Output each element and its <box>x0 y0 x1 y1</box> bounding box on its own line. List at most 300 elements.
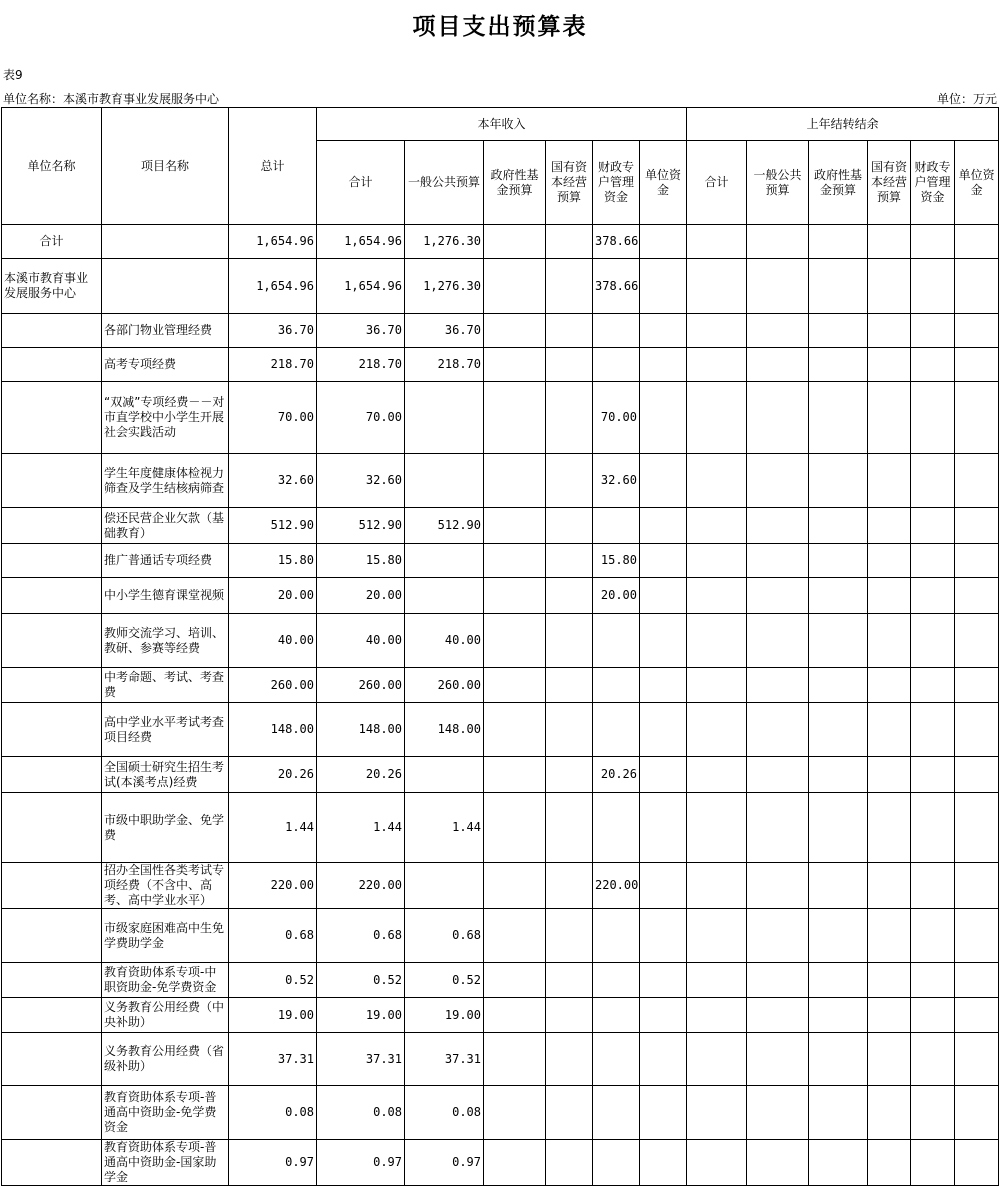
table-row <box>2 508 999 544</box>
cell-prior-empty <box>911 703 955 757</box>
cell-unit-name <box>2 578 102 614</box>
cell-cur-total: 512.90 <box>317 508 405 544</box>
cell-cur-total: 15.80 <box>317 544 405 578</box>
cell-gov-fund <box>484 614 546 668</box>
cell-prior-empty <box>955 259 999 314</box>
table-row <box>2 578 999 614</box>
cell-prior-empty <box>911 909 955 963</box>
cell-fiscal-special <box>593 508 640 544</box>
cell-prior-empty <box>868 382 911 454</box>
cell-unit-name <box>2 668 102 703</box>
cell-prior-empty <box>809 1140 868 1186</box>
cell-unit-funds <box>640 508 687 544</box>
cell-cur-total: 218.70 <box>317 348 405 382</box>
cell-unit-name <box>2 1140 102 1186</box>
cell-prior-empty <box>687 259 747 314</box>
cell-fiscal-special: 32.60 <box>593 454 640 508</box>
table-row <box>2 668 999 703</box>
cell-prior-empty <box>911 1140 955 1186</box>
cell-project-name: 偿还民营企业欠款（基础教育） <box>102 508 229 544</box>
cell-general: 512.90 <box>405 508 484 544</box>
cell-prior-empty <box>809 348 868 382</box>
cell-unit-name <box>2 963 102 998</box>
cell-project-name: 全国硕士研究生招生考试(本溪考点)经费 <box>102 757 229 793</box>
cell-total: 1,654.96 <box>229 259 317 314</box>
cell-unit-name <box>2 998 102 1033</box>
cell-unit-funds <box>640 454 687 508</box>
cell-cur-total: 1.44 <box>317 793 405 863</box>
cell-cur-total: 0.52 <box>317 963 405 998</box>
cell-prior-empty <box>868 1033 911 1086</box>
cell-prior-empty <box>747 703 809 757</box>
table-row <box>2 909 999 963</box>
cell-prior-empty <box>911 578 955 614</box>
cell-fiscal-special: 20.00 <box>593 578 640 614</box>
cell-unit-name: 本溪市教育事业发展服务中心 <box>2 259 102 314</box>
cell-total: 70.00 <box>229 382 317 454</box>
cell-prior-empty <box>809 314 868 348</box>
cell-unit-funds <box>640 863 687 909</box>
cell-unit-name <box>2 757 102 793</box>
cell-general: 0.52 <box>405 963 484 998</box>
cell-prior-empty <box>911 225 955 259</box>
cell-prior-empty <box>687 793 747 863</box>
cell-project-name: 学生年度健康体检视力筛查及学生结核病筛查 <box>102 454 229 508</box>
cell-total: 20.00 <box>229 578 317 614</box>
cell-prior-empty <box>868 544 911 578</box>
cell-prior-empty <box>868 1140 911 1186</box>
cell-general <box>405 863 484 909</box>
cell-prior-empty <box>868 757 911 793</box>
cell-prior-empty <box>747 668 809 703</box>
header-current-income: 本年收入 <box>317 108 687 141</box>
cell-project-name: 教育资助体系专项-普通高中资助金-免学费资金 <box>102 1086 229 1140</box>
cell-prior-empty <box>955 382 999 454</box>
cell-fiscal-special <box>593 703 640 757</box>
cell-fiscal-special: 15.80 <box>593 544 640 578</box>
cell-unit-name <box>2 1033 102 1086</box>
cell-prior-empty <box>868 454 911 508</box>
cell-cur-total: 37.31 <box>317 1033 405 1086</box>
cell-unit-name <box>2 454 102 508</box>
cell-prior-empty <box>868 1086 911 1140</box>
cell-prior-empty <box>809 614 868 668</box>
cell-prior-empty <box>809 225 868 259</box>
cell-general <box>405 757 484 793</box>
table-row <box>2 544 999 578</box>
cell-prior-empty <box>747 544 809 578</box>
cell-general: 1.44 <box>405 793 484 863</box>
table-row <box>2 454 999 508</box>
cell-prior-empty <box>687 863 747 909</box>
cell-prior-empty <box>687 382 747 454</box>
cell-prior-empty <box>911 793 955 863</box>
cell-unit-name <box>2 614 102 668</box>
cell-general <box>405 382 484 454</box>
table-row <box>2 314 999 348</box>
header-pri-state-capital: 国有资本经营预算 <box>868 141 911 225</box>
cell-total: 0.68 <box>229 909 317 963</box>
cell-unit-funds <box>640 757 687 793</box>
cell-state-capital <box>546 259 593 314</box>
cell-prior-empty <box>809 508 868 544</box>
cell-prior-empty <box>911 454 955 508</box>
cell-gov-fund <box>484 793 546 863</box>
cell-project-name: 高中学业水平考试考查项目经费 <box>102 703 229 757</box>
cell-prior-empty <box>868 668 911 703</box>
cell-prior-empty <box>687 703 747 757</box>
cell-prior-empty <box>809 668 868 703</box>
cell-total: 20.26 <box>229 757 317 793</box>
cell-unit-name <box>2 863 102 909</box>
cell-prior-empty <box>747 508 809 544</box>
cell-prior-empty <box>955 793 999 863</box>
cell-state-capital <box>546 508 593 544</box>
cell-state-capital <box>546 909 593 963</box>
table-row <box>2 348 999 382</box>
cell-prior-empty <box>955 1140 999 1186</box>
cell-project-name: 市级中职助学金、免学费 <box>102 793 229 863</box>
cell-prior-empty <box>955 314 999 348</box>
cell-prior-empty <box>868 259 911 314</box>
cell-unit-name <box>2 1086 102 1140</box>
cell-unit-funds <box>640 578 687 614</box>
cell-state-capital <box>546 348 593 382</box>
cell-prior-empty <box>955 1086 999 1140</box>
table-row <box>2 998 999 1033</box>
cell-unit-name <box>2 544 102 578</box>
cell-prior-empty <box>687 909 747 963</box>
cell-fiscal-special <box>593 963 640 998</box>
cell-prior-empty <box>955 544 999 578</box>
cell-prior-empty <box>687 963 747 998</box>
table-row <box>2 963 999 998</box>
table-row <box>2 793 999 863</box>
cell-cur-total: 0.68 <box>317 909 405 963</box>
cell-prior-empty <box>747 614 809 668</box>
cell-unit-funds <box>640 544 687 578</box>
cell-cur-total: 20.00 <box>317 578 405 614</box>
cell-unit-funds <box>640 1033 687 1086</box>
cell-gov-fund <box>484 703 546 757</box>
cell-state-capital <box>546 757 593 793</box>
table-row <box>2 1086 999 1140</box>
cell-prior-empty <box>911 614 955 668</box>
cell-gov-fund <box>484 1140 546 1186</box>
cell-general <box>405 578 484 614</box>
cell-prior-empty <box>747 909 809 963</box>
cell-cur-total: 36.70 <box>317 314 405 348</box>
cell-prior-empty <box>809 909 868 963</box>
header-cur-fiscal-special: 财政专户管理资金 <box>593 141 640 225</box>
table-row <box>2 1140 999 1186</box>
cell-unit-funds <box>640 1140 687 1186</box>
cell-unit-name <box>2 314 102 348</box>
cell-prior-empty <box>747 578 809 614</box>
cell-unit-funds <box>640 909 687 963</box>
cell-gov-fund <box>484 909 546 963</box>
cell-unit-name <box>2 909 102 963</box>
cell-prior-empty <box>809 998 868 1033</box>
cell-prior-empty <box>868 314 911 348</box>
cell-prior-empty <box>955 703 999 757</box>
cell-prior-empty <box>868 578 911 614</box>
cell-prior-empty <box>868 998 911 1033</box>
cell-prior-empty <box>955 348 999 382</box>
cell-prior-empty <box>809 703 868 757</box>
cell-prior-empty <box>955 1033 999 1086</box>
cell-project-name: 市级家庭困难高中生免学费助学金 <box>102 909 229 963</box>
cell-project-name: 各部门物业管理经费 <box>102 314 229 348</box>
cell-prior-empty <box>955 757 999 793</box>
cell-unit-funds <box>640 1086 687 1140</box>
cell-prior-empty <box>911 1086 955 1140</box>
cell-total: 512.90 <box>229 508 317 544</box>
cell-prior-empty <box>911 668 955 703</box>
cell-unit-funds <box>640 963 687 998</box>
cell-fiscal-special <box>593 909 640 963</box>
table-row <box>2 757 999 793</box>
cell-project-name: 义务教育公用经费（省级补助） <box>102 1033 229 1086</box>
unit-name-label: 单位名称：本溪市教育事业发展服务中心 <box>3 92 220 106</box>
cell-prior-empty <box>911 963 955 998</box>
table-row <box>2 259 999 314</box>
cell-project-name: 推广普通话专项经费 <box>102 544 229 578</box>
cell-prior-empty <box>911 382 955 454</box>
cell-total: 19.00 <box>229 998 317 1033</box>
cell-prior-empty <box>687 1033 747 1086</box>
cell-prior-empty <box>687 757 747 793</box>
cell-prior-empty <box>747 1140 809 1186</box>
header-pri-unit-funds: 单位资金 <box>955 141 999 225</box>
cell-prior-empty <box>747 1086 809 1140</box>
header-pri-general: 一般公共预算 <box>747 141 809 225</box>
cell-prior-empty <box>687 544 747 578</box>
cell-unit-funds <box>640 703 687 757</box>
cell-prior-empty <box>955 963 999 998</box>
cell-prior-empty <box>687 668 747 703</box>
cell-prior-empty <box>747 963 809 998</box>
cell-unit-name <box>2 382 102 454</box>
cell-prior-empty <box>809 757 868 793</box>
cell-project-name: 招办全国性各类考试专项经费（不含中、高考、高中学业水平） <box>102 863 229 909</box>
table-row <box>2 614 999 668</box>
header-pri-fiscal-special: 财政专户管理资金 <box>911 141 955 225</box>
cell-project-name: 教育资助体系专项-中职资助金-免学费资金 <box>102 963 229 998</box>
cell-project-name: 高考专项经费 <box>102 348 229 382</box>
cell-total: 0.52 <box>229 963 317 998</box>
cell-general: 37.31 <box>405 1033 484 1086</box>
header-cur-unit-funds: 单位资金 <box>640 141 687 225</box>
cell-gov-fund <box>484 578 546 614</box>
cell-fiscal-special <box>593 1033 640 1086</box>
cell-prior-empty <box>955 998 999 1033</box>
cell-prior-empty <box>911 348 955 382</box>
cell-prior-empty <box>955 863 999 909</box>
cell-prior-empty <box>747 863 809 909</box>
cell-prior-empty <box>955 909 999 963</box>
cell-unit-funds <box>640 998 687 1033</box>
cell-gov-fund <box>484 1086 546 1140</box>
cell-project-name: 中小学生德育课堂视频 <box>102 578 229 614</box>
page-title: 项目支出预算表 <box>412 13 588 40</box>
cell-prior-empty <box>868 909 911 963</box>
cell-prior-empty <box>911 757 955 793</box>
header-prior-balance: 上年结转结余 <box>687 108 999 141</box>
cell-general: 1,276.30 <box>405 225 484 259</box>
cell-prior-empty <box>809 454 868 508</box>
cell-prior-empty <box>687 614 747 668</box>
cell-fiscal-special: 378.66 <box>593 259 640 314</box>
cell-cur-total: 148.00 <box>317 703 405 757</box>
cell-general: 40.00 <box>405 614 484 668</box>
cell-cur-total: 0.08 <box>317 1086 405 1140</box>
cell-prior-empty <box>868 348 911 382</box>
cell-unit-funds <box>640 348 687 382</box>
header-cur-total: 合计 <box>317 141 405 225</box>
cell-project-name: 义务教育公用经费（中央补助） <box>102 998 229 1033</box>
cell-prior-empty <box>868 793 911 863</box>
cell-state-capital <box>546 863 593 909</box>
header-cur-state-capital: 国有资本经营预算 <box>546 141 593 225</box>
cell-fiscal-special <box>593 314 640 348</box>
cell-total: 148.00 <box>229 703 317 757</box>
cell-cur-total: 40.00 <box>317 614 405 668</box>
budget-table <box>1 107 999 1186</box>
cell-general: 36.70 <box>405 314 484 348</box>
table-number: 表9 <box>3 68 23 82</box>
cell-prior-empty <box>687 578 747 614</box>
cell-unit-name: 合计 <box>2 225 102 259</box>
cell-total: 260.00 <box>229 668 317 703</box>
cell-unit-funds <box>640 314 687 348</box>
cell-gov-fund <box>484 508 546 544</box>
cell-general: 1,276.30 <box>405 259 484 314</box>
cell-state-capital <box>546 963 593 998</box>
cell-total: 40.00 <box>229 614 317 668</box>
cell-fiscal-special <box>593 348 640 382</box>
cell-prior-empty <box>911 1033 955 1086</box>
cell-state-capital <box>546 578 593 614</box>
cell-prior-empty <box>868 508 911 544</box>
cell-total: 220.00 <box>229 863 317 909</box>
cell-state-capital <box>546 793 593 863</box>
cell-general: 0.68 <box>405 909 484 963</box>
cell-general: 0.97 <box>405 1140 484 1186</box>
cell-prior-empty <box>809 963 868 998</box>
cell-prior-empty <box>911 259 955 314</box>
cell-prior-empty <box>911 508 955 544</box>
cell-general: 0.08 <box>405 1086 484 1140</box>
table-row <box>2 863 999 909</box>
cell-fiscal-special <box>593 793 640 863</box>
table-row <box>2 1033 999 1086</box>
cell-prior-empty <box>747 382 809 454</box>
cell-prior-empty <box>687 314 747 348</box>
header-cur-gov-fund: 政府性基金预算 <box>484 141 546 225</box>
cell-unit-funds <box>640 382 687 454</box>
cell-state-capital <box>546 544 593 578</box>
cell-state-capital <box>546 1033 593 1086</box>
cell-unit-name <box>2 508 102 544</box>
cell-gov-fund <box>484 225 546 259</box>
header-project-name: 项目名称 <box>102 108 229 225</box>
cell-total: 32.60 <box>229 454 317 508</box>
cell-fiscal-special <box>593 668 640 703</box>
cell-prior-empty <box>747 793 809 863</box>
header-pri-total: 合计 <box>687 141 747 225</box>
cell-prior-empty <box>687 454 747 508</box>
cell-project-name <box>102 259 229 314</box>
cell-cur-total: 32.60 <box>317 454 405 508</box>
cell-state-capital <box>546 614 593 668</box>
table-row <box>2 225 999 259</box>
header-pri-gov-fund: 政府性基金预算 <box>809 141 868 225</box>
cell-general: 260.00 <box>405 668 484 703</box>
header-total: 总计 <box>229 108 317 225</box>
cell-project-name: 中考命题、考试、考查费 <box>102 668 229 703</box>
cell-gov-fund <box>484 1033 546 1086</box>
header-cur-general: 一般公共预算 <box>405 141 484 225</box>
cell-prior-empty <box>911 998 955 1033</box>
cell-gov-fund <box>484 348 546 382</box>
cell-prior-empty <box>809 259 868 314</box>
cell-prior-empty <box>868 703 911 757</box>
cell-prior-empty <box>687 508 747 544</box>
cell-unit-funds <box>640 614 687 668</box>
cell-state-capital <box>546 225 593 259</box>
cell-state-capital <box>546 1086 593 1140</box>
cell-state-capital <box>546 668 593 703</box>
cell-gov-fund <box>484 863 546 909</box>
cell-state-capital <box>546 703 593 757</box>
cell-unit-name <box>2 793 102 863</box>
cell-gov-fund <box>484 259 546 314</box>
cell-prior-empty <box>955 578 999 614</box>
cell-general: 218.70 <box>405 348 484 382</box>
cell-gov-fund <box>484 963 546 998</box>
cell-unit-funds <box>640 793 687 863</box>
cell-prior-empty <box>687 225 747 259</box>
cell-total: 37.31 <box>229 1033 317 1086</box>
cell-gov-fund <box>484 314 546 348</box>
cell-total: 36.70 <box>229 314 317 348</box>
cell-total: 15.80 <box>229 544 317 578</box>
cell-prior-empty <box>687 1086 747 1140</box>
cell-fiscal-special <box>593 1086 640 1140</box>
cell-prior-empty <box>747 1033 809 1086</box>
cell-prior-empty <box>911 544 955 578</box>
cell-prior-empty <box>747 998 809 1033</box>
cell-prior-empty <box>809 793 868 863</box>
cell-cur-total: 70.00 <box>317 382 405 454</box>
cell-unit-funds <box>640 668 687 703</box>
cell-prior-empty <box>747 314 809 348</box>
cell-state-capital <box>546 382 593 454</box>
cell-general: 19.00 <box>405 998 484 1033</box>
cell-unit-name <box>2 348 102 382</box>
cell-fiscal-special: 20.26 <box>593 757 640 793</box>
cell-prior-empty <box>687 348 747 382</box>
header-unit-name: 单位名称 <box>2 108 102 225</box>
cell-gov-fund <box>484 998 546 1033</box>
cell-state-capital <box>546 454 593 508</box>
cell-unit-funds <box>640 225 687 259</box>
cell-state-capital <box>546 314 593 348</box>
cell-prior-empty <box>747 225 809 259</box>
cell-prior-empty <box>747 259 809 314</box>
cell-prior-empty <box>868 225 911 259</box>
